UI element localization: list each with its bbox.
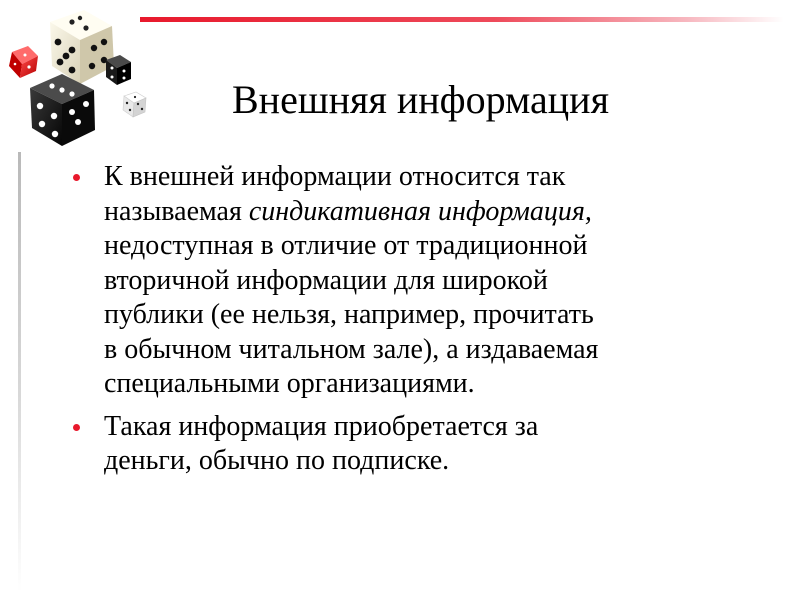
bullet-item	[70, 410, 770, 479]
black-die-icon	[30, 74, 95, 146]
bullet-list	[70, 160, 770, 487]
ivory-die-icon	[50, 10, 114, 84]
small-black-die-icon	[106, 55, 131, 85]
bullet-item	[70, 160, 770, 402]
vertical-divider	[18, 152, 21, 592]
text-line: Такая информация приобретается за	[104, 410, 539, 442]
bullet-icon	[73, 424, 80, 431]
text-line: специальными организациями.	[104, 368, 475, 399]
slide-title: Внешняя информация	[232, 77, 609, 122]
text-line: К внешней информации относится так	[104, 161, 566, 192]
small-white-die-icon	[123, 92, 146, 117]
text-line: деньги, обычно по подписке.	[104, 445, 450, 476]
dice-icon	[0, 0, 160, 150]
accent-line	[140, 17, 784, 22]
bullet-icon	[73, 174, 80, 181]
text-line: недоступная в отличие от традиционной	[104, 230, 588, 261]
emphasis-text: синдикативная информация,	[248, 195, 592, 227]
text-segment: называемая	[104, 195, 249, 227]
text-line: публики (ее нельзя, например, прочитать	[104, 299, 594, 330]
text-line	[104, 195, 770, 230]
red-die-icon	[9, 46, 38, 78]
text-line: в обычном читальном зале), а издаваемая	[104, 333, 599, 365]
text-line: вторичной информации для широкой	[104, 264, 548, 296]
